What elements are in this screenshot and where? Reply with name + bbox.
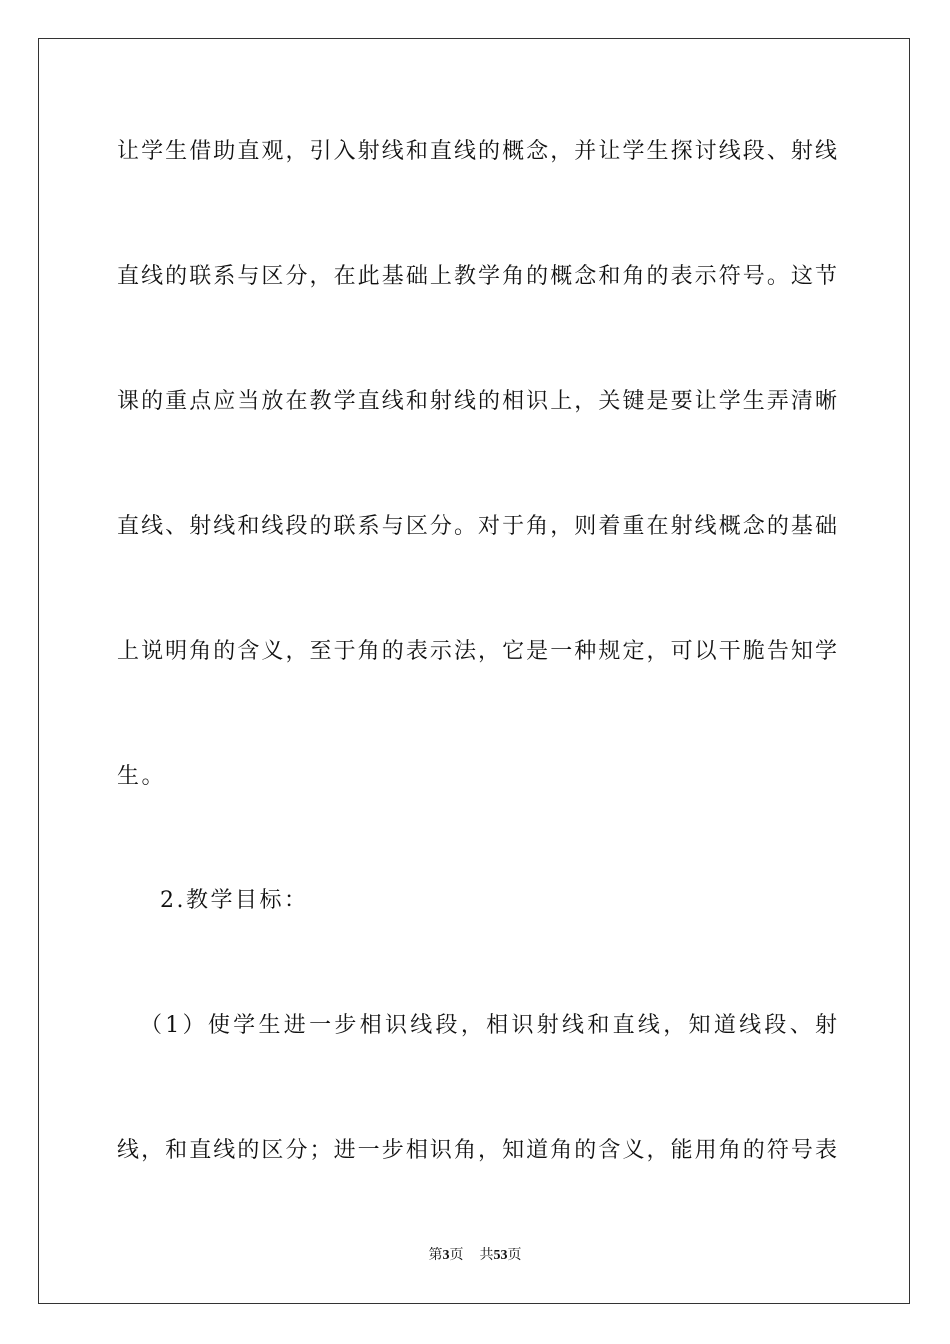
footer-total-prefix: 共 [479,1248,494,1263]
footer-page-mid: 页 [449,1248,464,1263]
body-line-9: 线，和直线的区分；进一步相识角，知道角的含义，能用角的符号表 [117,1138,837,1163]
page-footer [0,1247,950,1265]
body-line-2: 直线的联系与区分，在此基础上教学角的概念和角的表示符号。这节 [117,264,837,289]
footer-page-current: 3 [442,1248,450,1263]
footer-page-total: 53 [493,1248,508,1263]
body-line-8: （1）使学生进一步相识线段，相识射线和直线，知道线段、射 [140,1013,837,1038]
footer-page-prefix: 第 [428,1248,443,1263]
section-heading: 2.教学目标： [160,888,309,913]
footer-total-suffix: 页 [507,1248,522,1263]
body-line-1: 让学生借助直观，引入射线和直线的概念，并让学生探讨线段、射线 [117,139,837,164]
body-line-6: 生。 [117,764,167,789]
page-frame [38,38,910,1304]
body-line-4: 直线、射线和线段的联系与区分。对于角，则着重在射线概念的基础 [117,514,837,539]
body-line-5: 上说明角的含义，至于角的表示法，它是一种规定，可以干脆告知学 [117,639,837,664]
body-line-3: 课的重点应当放在教学直线和射线的相识上，关键是要让学生弄清晰 [117,389,837,414]
